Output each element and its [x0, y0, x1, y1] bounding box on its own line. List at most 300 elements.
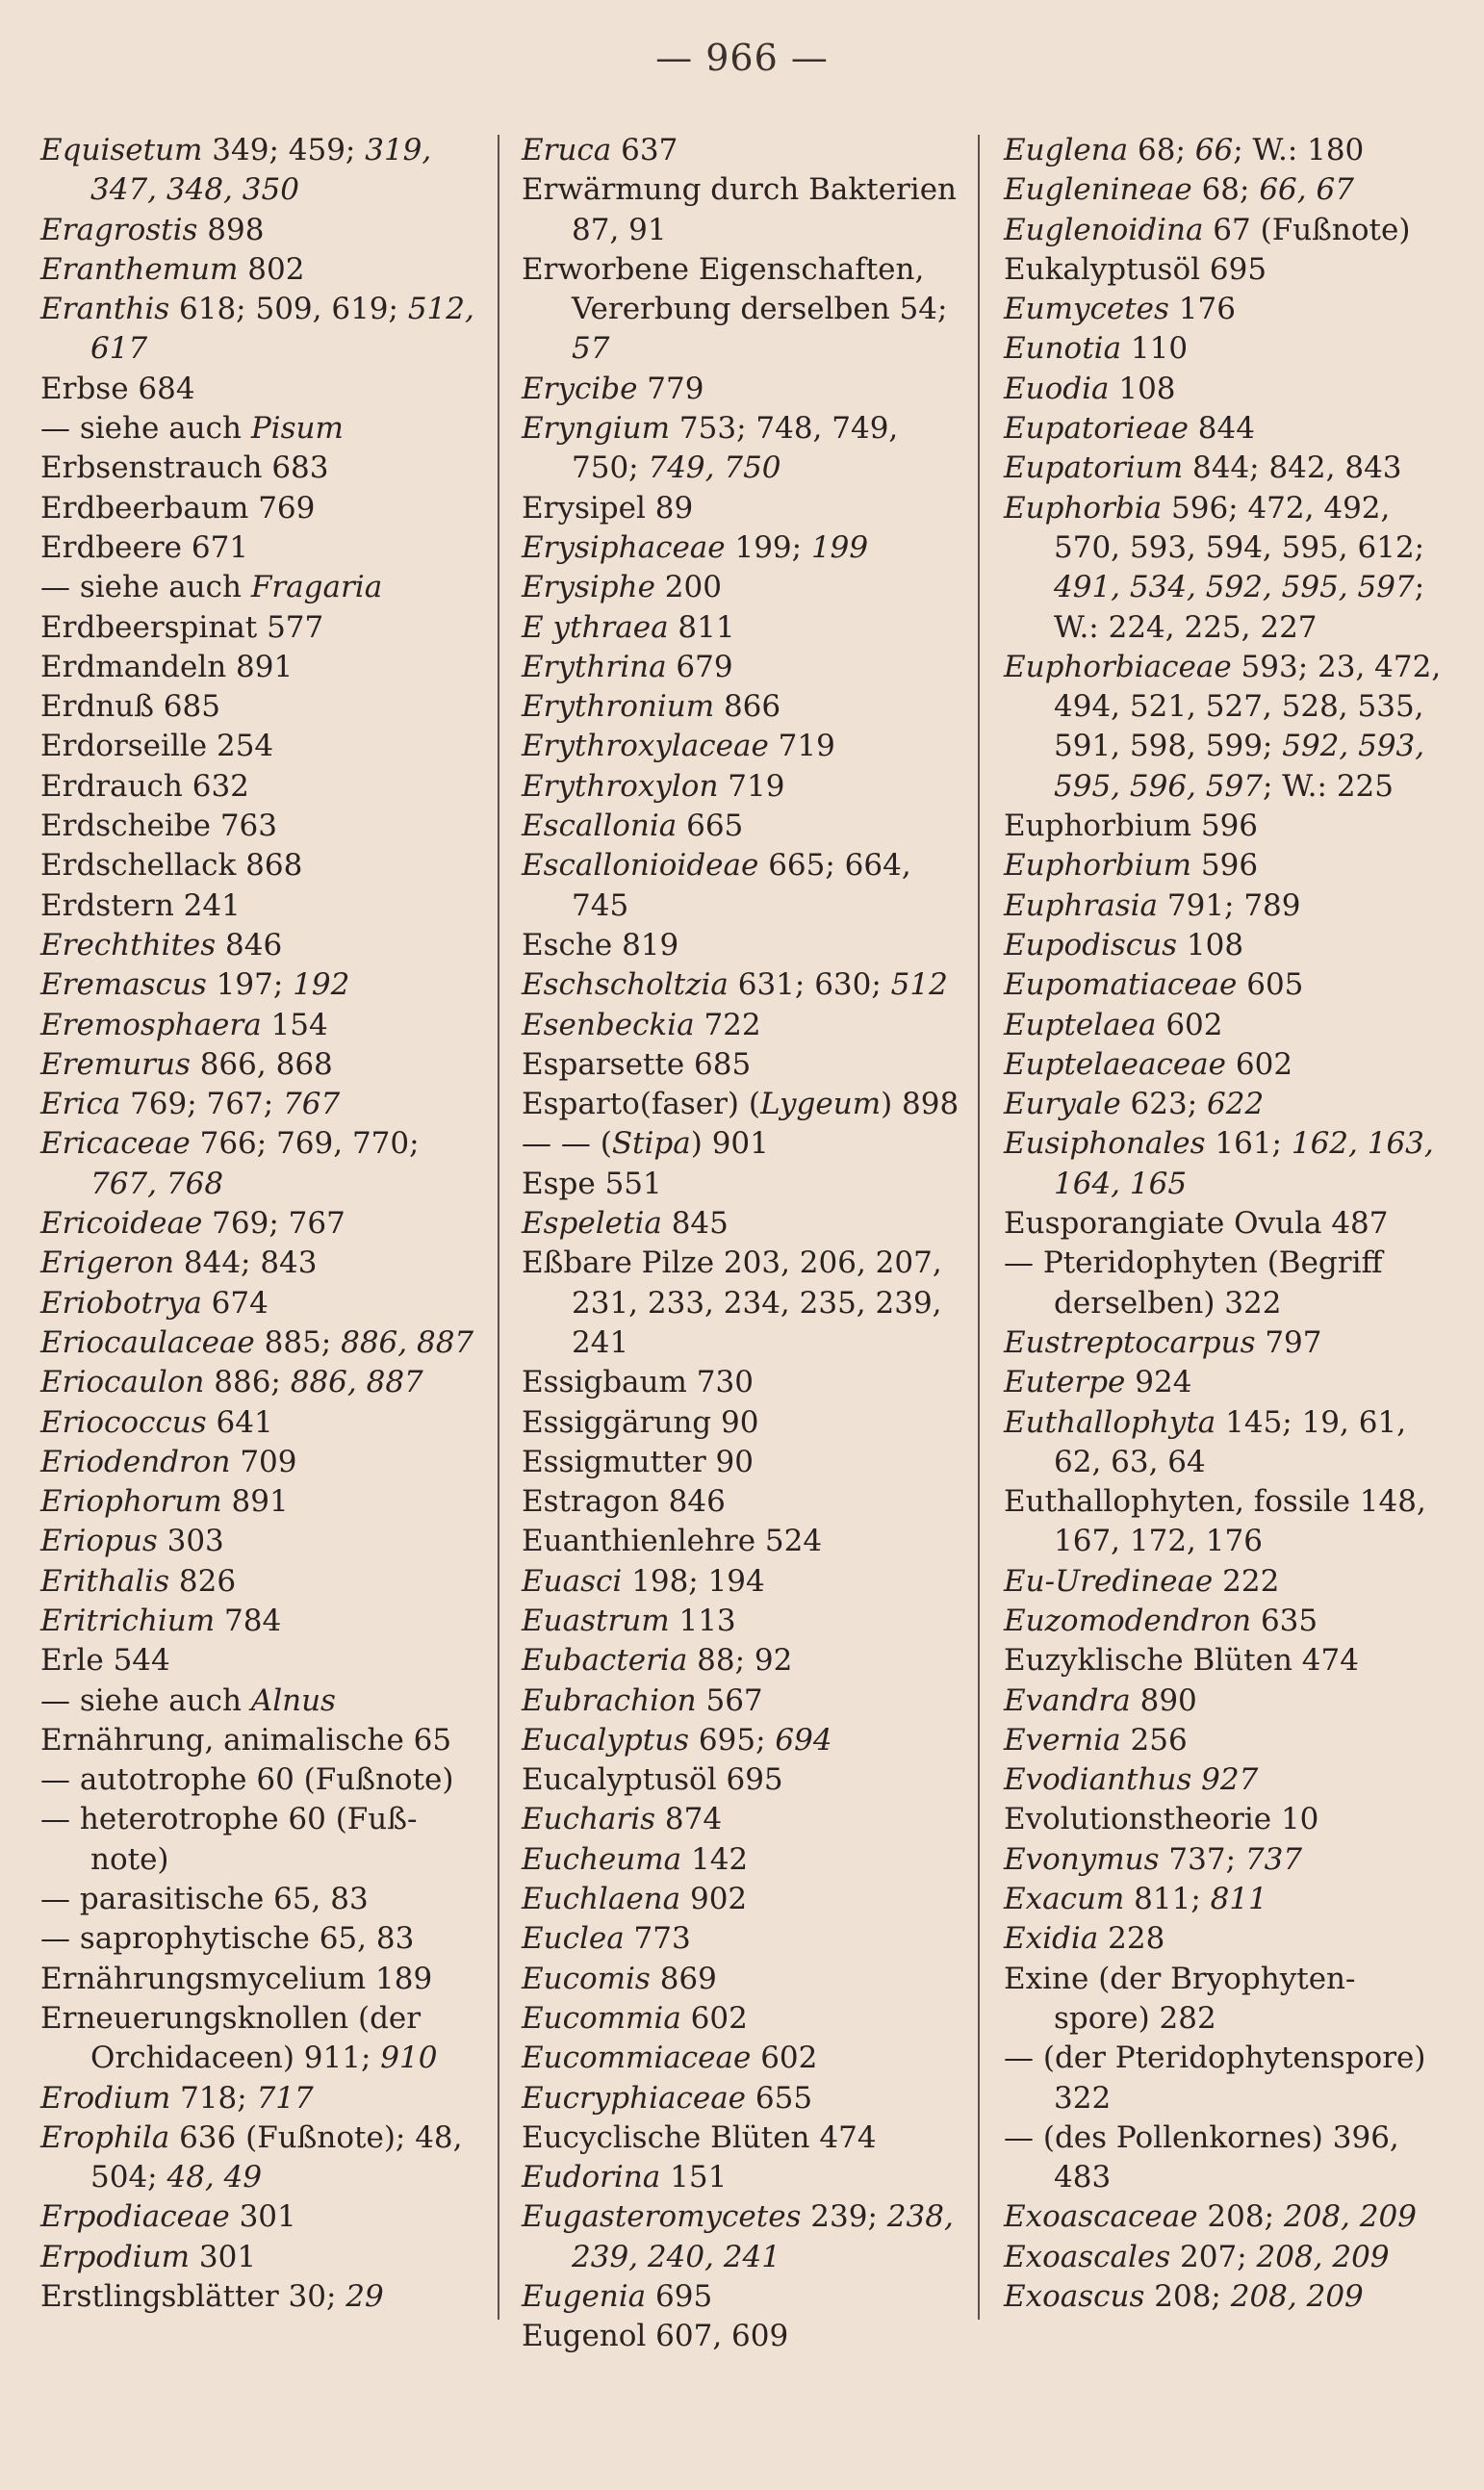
index-entry	[522, 1085, 964, 1124]
index-entry	[40, 568, 483, 607]
entry-text: 631; 630;	[728, 967, 891, 1003]
entry-text: Erdscheibe 763	[40, 809, 278, 844]
index-entry	[522, 1124, 964, 1164]
index-entry	[1004, 1124, 1446, 1204]
index-entry	[1004, 449, 1446, 488]
index-entry	[522, 1482, 964, 1522]
index-entry	[522, 1443, 964, 1482]
entry-text: ; W.: 224, 225, 227	[1054, 570, 1434, 645]
entry-text: Erdbeere 671	[40, 529, 249, 565]
index-entry	[522, 648, 964, 687]
entry-italic-text: Lygeum	[759, 1087, 882, 1122]
index-entry	[40, 2079, 483, 2118]
entry-italic-text: 208, 209	[1230, 2279, 1364, 2315]
index-column-1	[40, 131, 483, 2317]
index-entry	[40, 1800, 483, 1880]
index-entry	[522, 2158, 964, 2197]
entry-text: 655	[746, 2080, 813, 2116]
entry-italic-text: Exoascus	[1004, 2279, 1145, 2315]
entry-text: Eucalyptusöl 695	[522, 1762, 783, 1798]
entry-italic-text: Euphorbium	[1004, 848, 1192, 884]
entry-italic-text: Euasci	[522, 1563, 623, 1599]
index-entry	[522, 1760, 964, 1800]
index-entry	[40, 648, 483, 687]
entry-text: 349; 459;	[202, 133, 366, 167]
column-divider	[498, 135, 499, 2320]
entry-text: Erdmandeln 891	[40, 649, 294, 684]
entry-text: Erneuerungsknollen (der Orchidaceen) 911;	[40, 2000, 430, 2076]
entry-italic-text: E ythraea	[522, 609, 669, 645]
entry-text: 844; 843	[174, 1245, 318, 1281]
index-entry	[40, 608, 483, 648]
entry-text: 151	[660, 2160, 728, 2195]
entry-italic-text: Eunotia	[1004, 331, 1122, 367]
entry-text: 791; 789	[1158, 887, 1301, 923]
index-entry	[40, 1284, 483, 1323]
index-entry	[40, 370, 483, 409]
index-entry	[1004, 1323, 1446, 1363]
index-entry	[522, 1681, 964, 1721]
entry-italic-text: Alnus	[250, 1682, 336, 1718]
entry-text: Essigbaum 730	[522, 1365, 754, 1400]
entry-text: Erle 544	[40, 1643, 170, 1679]
index-entry	[522, 1403, 964, 1443]
index-entry	[522, 1641, 964, 1681]
entry-text: 635	[1251, 1603, 1318, 1638]
entry-text: Eßbare Pilze 203, 206, 207, 231, 233, 234, 235, 239, 241	[522, 1245, 952, 1360]
entry-text: 68;	[1191, 172, 1260, 208]
entry-italic-text: Eremurus	[40, 1046, 191, 1082]
index-entry	[1004, 1482, 1446, 1562]
entry-text: 719	[718, 768, 785, 804]
entry-text: Erdrauch 632	[40, 768, 249, 804]
entry-text: 256	[1120, 1722, 1188, 1758]
entry-italic-text: Erpodium	[40, 2239, 191, 2274]
entry-text: Euphorbium 596	[1004, 809, 1259, 844]
entry-text: 641	[206, 1404, 273, 1440]
entry-text: Esche 819	[522, 927, 679, 963]
index-entry	[522, 1840, 964, 1880]
index-entry	[1004, 648, 1451, 807]
entry-text: 902	[680, 1882, 748, 1917]
index-entry	[40, 250, 483, 290]
entry-italic-text: Eugenia	[522, 2279, 647, 2315]
entry-text: 108	[1109, 371, 1176, 406]
entry-text: 844	[1188, 411, 1255, 447]
index-entry	[1004, 1800, 1446, 1839]
index-entry	[1004, 250, 1446, 290]
entry-italic-text: Evandra	[1004, 1682, 1131, 1718]
entry-italic-text: 717	[256, 2080, 314, 2116]
entry-text: 636 (Fußnote); 48, 504;	[90, 2119, 473, 2195]
entry-text: Erdbeerbaum 769	[40, 490, 316, 526]
entry-italic-text: Erysiphe	[522, 570, 655, 605]
index-entry	[1004, 807, 1446, 846]
entry-text: — siehe auch	[40, 411, 251, 447]
entry-text: 719	[768, 729, 835, 764]
index-entry	[40, 2238, 483, 2277]
entry-text: Essiggärung 90	[522, 1404, 759, 1440]
index-entry	[522, 2317, 964, 2356]
entry-text: 623;	[1120, 1087, 1207, 1122]
entry-text: 718;	[170, 2080, 257, 2116]
entry-text: 890	[1130, 1682, 1197, 1718]
entry-text: 161;	[1205, 1126, 1292, 1162]
entry-italic-text: 199	[810, 529, 869, 565]
entry-italic-text: Eremosphaera	[40, 1007, 262, 1042]
entry-italic-text: Erithalis	[40, 1563, 170, 1599]
index-entry	[522, 1721, 964, 1760]
entry-text: 665; 664, 745	[572, 848, 921, 923]
entry-text: 596; 472, 492, 570, 593, 594, 595, 612;	[1054, 490, 1434, 565]
index-entry	[522, 1244, 964, 1363]
entry-italic-text: Exacum	[1004, 1882, 1125, 1917]
index-entry	[1004, 370, 1446, 409]
entry-text: 199;	[725, 529, 811, 565]
entry-italic-text: 162, 163, 164, 165	[1054, 1126, 1444, 1201]
index-entry	[522, 1800, 964, 1839]
entry-text: 593; 23, 472, 494, 521, 527, 528, 535, 591, 598, 599;	[1054, 649, 1451, 764]
entry-text: Erstlingsblätter 30;	[40, 2279, 346, 2315]
entry-italic-text: Evernia	[1004, 1722, 1121, 1758]
entry-italic-text: 749, 750	[648, 450, 781, 486]
entry-italic-text: Evodianthus 927	[1004, 1762, 1259, 1798]
entry-text: — autotrophe 60 (Fußnote)	[40, 1762, 454, 1798]
entry-text: 797	[1255, 1324, 1322, 1360]
entry-italic-text: Eschscholtzia	[522, 967, 729, 1003]
entry-italic-text: Stipa	[611, 1126, 691, 1162]
entry-italic-text: 592, 593, 595, 596, 597	[1054, 729, 1434, 804]
entry-text: 766; 769, 770;	[190, 1126, 429, 1162]
entry-text: — heterotrophe 60 (Fuß-note)	[40, 1802, 418, 1877]
entry-text: Erworbene Eigenschaften, Vererbung derselben 54;	[522, 251, 958, 327]
index-entry	[1004, 211, 1446, 250]
entry-italic-text: Eriodendron	[40, 1444, 231, 1479]
entry-italic-text: Euodia	[1004, 371, 1110, 406]
entry-italic-text: Eudorina	[522, 2160, 661, 2195]
index-entry	[522, 170, 964, 250]
index-entry	[522, 767, 964, 807]
index-entry	[1004, 1006, 1446, 1045]
index-entry	[40, 1522, 483, 1561]
index-entry	[1004, 1681, 1446, 1721]
index-entry	[522, 1960, 964, 1999]
entry-text: 602	[1156, 1007, 1223, 1042]
entry-italic-text: Eupodiscus	[1004, 927, 1178, 963]
entry-italic-text: Eucryphiaceae	[522, 2080, 747, 2116]
index-entry	[1004, 846, 1446, 886]
index-entry	[40, 727, 483, 766]
entry-text: 637	[611, 133, 678, 167]
entry-italic-text: Esenbeckia	[522, 1007, 695, 1042]
entry-text: 845	[661, 1206, 729, 1242]
index-entry	[522, 1522, 964, 1561]
index-entry	[40, 1244, 483, 1283]
entry-italic-text: Eucheuma	[522, 1841, 682, 1877]
entry-italic-text: Erpodiaceae	[40, 2199, 230, 2235]
entry-text: 802	[238, 251, 305, 287]
entry-italic-text: Euglenineae	[1004, 172, 1192, 208]
index-entry	[1004, 1045, 1446, 1085]
entry-text: Erysipel 89	[522, 490, 694, 526]
index-entry	[40, 489, 483, 528]
entry-italic-text: 767, 768	[90, 1166, 224, 1201]
index-entry	[522, 727, 964, 766]
entry-italic-text: Eupatorium	[1004, 450, 1184, 486]
index-entry	[40, 131, 483, 211]
index-entry	[1004, 1840, 1446, 1880]
entry-italic-text: Erodium	[40, 2080, 171, 2116]
entry-italic-text: Eritrichium	[40, 1603, 216, 1638]
index-entry	[1004, 329, 1446, 369]
entry-text: 769; 767	[202, 1206, 345, 1242]
entry-italic-text: 737	[1244, 1841, 1303, 1877]
index-entry	[1004, 131, 1446, 170]
entry-italic-text: Erythrina	[522, 649, 667, 684]
entry-italic-text: Euptelaeaceae	[1004, 1046, 1227, 1082]
entry-text: 197;	[206, 967, 294, 1003]
entry-text: 154	[261, 1007, 328, 1042]
entry-text: 753; 748, 749, 750;	[572, 411, 908, 486]
index-entry	[40, 2277, 483, 2317]
entry-italic-text: Euphorbiaceae	[1004, 649, 1232, 684]
entry-italic-text: Euastrum	[522, 1603, 670, 1638]
index-entry	[40, 1403, 483, 1443]
entry-text: Estragon 846	[522, 1484, 726, 1520]
entry-text: 602	[751, 2041, 818, 2076]
entry-text: — siehe auch	[40, 1682, 251, 1718]
index-entry	[1004, 2238, 1446, 2277]
entry-text: 866	[714, 689, 781, 725]
index-entry	[40, 886, 483, 926]
entry-text: 301	[229, 2199, 296, 2235]
entry-text: 602	[1226, 1046, 1293, 1082]
index-entry	[40, 2118, 483, 2198]
index-entry	[40, 1124, 483, 1204]
entry-italic-text: Erythroxylaceae	[522, 729, 769, 764]
entry-italic-text: Erigeron	[40, 1245, 175, 1281]
entry-text: 709	[230, 1444, 297, 1479]
index-entry	[1004, 1641, 1446, 1681]
entry-text: 67 (Fußnote)	[1203, 212, 1411, 247]
entry-italic-text: Equisetum	[40, 133, 203, 167]
entry-text: 208;	[1197, 2199, 1284, 2235]
entry-text: Erdorseille 254	[40, 729, 274, 764]
index-entry	[40, 1602, 483, 1641]
entry-italic-text: Exoascales	[1004, 2239, 1171, 2274]
index-entry	[40, 1880, 483, 1919]
index-entry	[40, 1641, 483, 1681]
entry-text: ) 901	[690, 1126, 769, 1162]
index-entry	[522, 2197, 964, 2277]
entry-italic-text: Eumycetes	[1004, 292, 1169, 327]
entry-italic-text: 57	[572, 331, 610, 367]
entry-text: 602	[680, 2000, 748, 2036]
index-entry	[1004, 965, 1446, 1005]
index-entry	[1004, 1403, 1446, 1483]
entry-italic-text: Eu-Uredineae	[1004, 1563, 1214, 1599]
entry-italic-text: 694	[775, 1722, 832, 1758]
index-entry	[522, 608, 964, 648]
entry-italic-text: Eragrostis	[40, 212, 198, 247]
index-entry	[522, 807, 964, 846]
index-entry	[1004, 926, 1446, 965]
index-entry	[1004, 1085, 1446, 1124]
index-entry	[522, 1880, 964, 1919]
entry-text: 200	[654, 570, 722, 605]
entry-italic-text: Eucommiaceae	[522, 2041, 752, 2076]
entry-text: Ernährungsmycelium 189	[40, 1961, 433, 1996]
entry-italic-text: Euzomodendron	[1004, 1603, 1252, 1638]
entry-text: Erdschellack 868	[40, 848, 303, 884]
entry-italic-text: Euphrasia	[1004, 887, 1159, 923]
entry-italic-text: Eucharis	[522, 1802, 656, 1837]
entry-italic-text: Euptelaea	[1004, 1007, 1157, 1042]
entry-italic-text: Eubacteria	[522, 1643, 688, 1679]
entry-italic-text: Eruca	[522, 133, 612, 167]
index-entry	[40, 1204, 483, 1244]
entry-italic-text: Erycibe	[522, 371, 638, 406]
column-divider	[978, 135, 980, 2320]
entry-text: 898	[197, 212, 265, 247]
entry-italic-text: Euchlaena	[522, 1882, 681, 1917]
entry-italic-text: Espeletia	[522, 1206, 662, 1242]
entry-italic-text: 811	[1210, 1882, 1267, 1917]
entry-text: 207;	[1170, 2239, 1257, 2274]
entry-text: Espe 551	[522, 1166, 662, 1201]
entry-italic-text: Evonymus	[1004, 1841, 1160, 1877]
entry-italic-text: Eusiphonales	[1004, 1126, 1206, 1162]
entry-italic-text: 767	[283, 1087, 341, 1122]
index-entry	[1004, 1562, 1446, 1602]
entry-italic-text: Eupatorieae	[1004, 411, 1189, 447]
index-entry	[1004, 170, 1446, 210]
index-entry	[40, 1919, 483, 1959]
index-entry	[40, 687, 483, 727]
entry-italic-text: 48, 49	[166, 2160, 263, 2195]
index-entry	[40, 1681, 483, 1721]
entry-italic-text: Ericaceae	[40, 1126, 191, 1162]
entry-text: 844; 842, 843	[1183, 450, 1402, 486]
index-entry	[522, 370, 964, 409]
entry-text: 108	[1177, 927, 1244, 963]
entry-text: 68;	[1128, 133, 1195, 167]
index-entry	[522, 528, 964, 568]
entry-text: 113	[669, 1603, 736, 1638]
entry-text: 874	[655, 1802, 723, 1837]
index-entry	[1004, 1880, 1446, 1919]
entry-italic-text: Exoascaceae	[1004, 2199, 1198, 2235]
entry-italic-text: Exidia	[1004, 1921, 1099, 1957]
entry-text: 605	[1237, 967, 1304, 1003]
entry-italic-text: Euphorbia	[1004, 490, 1163, 526]
entry-italic-text: Erica	[40, 1087, 121, 1122]
index-entry	[522, 965, 964, 1005]
index-entry	[522, 1165, 964, 1204]
entry-text: 176	[1168, 292, 1236, 327]
index-entry	[1004, 1204, 1446, 1244]
entry-italic-text: Euterpe	[1004, 1365, 1126, 1400]
entry-text: 695;	[689, 1722, 776, 1758]
entry-text: — Pteridophyten (Begriff derselben) 322	[1004, 1245, 1393, 1321]
entry-italic-text: 192	[293, 967, 350, 1003]
entry-italic-text: 208, 209	[1256, 2239, 1390, 2274]
entry-text: 737;	[1159, 1841, 1245, 1877]
entry-text: ) 898	[881, 1087, 959, 1122]
entry-italic-text: Pisum	[250, 411, 344, 447]
index-entry	[522, 1562, 964, 1602]
entry-text: 811;	[1124, 1882, 1211, 1917]
index-entry	[522, 1999, 964, 2039]
index-entry	[522, 568, 964, 607]
entry-italic-text: 512, 617	[90, 292, 484, 367]
entry-italic-text: 622	[1207, 1087, 1265, 1122]
index-entry	[1004, 2039, 1446, 2118]
index-entry	[1004, 2118, 1446, 2198]
index-entry	[40, 1999, 483, 2079]
index-entry	[522, 2118, 964, 2158]
entry-italic-text: Eucalyptus	[522, 1722, 690, 1758]
index-entry	[1004, 409, 1446, 449]
entry-text: 784	[215, 1603, 282, 1638]
entry-italic-text: Escallonioideae	[522, 848, 759, 884]
index-entry	[522, 846, 964, 926]
entry-text: Erdbeerspinat 577	[40, 609, 324, 645]
entry-italic-text: 886, 887	[341, 1324, 474, 1360]
index-entry	[522, 489, 964, 528]
entry-text: Euzyklische Blüten 474	[1004, 1643, 1359, 1679]
index-entry	[522, 2277, 964, 2317]
index-entry	[40, 1721, 483, 1760]
entry-italic-text: Erophila	[40, 2119, 170, 2155]
entry-text: — saprophytische 65, 83	[40, 1921, 415, 1957]
index-entry	[1004, 1244, 1446, 1323]
entry-text: ; W.: 180	[1233, 133, 1365, 167]
entry-italic-text: 910	[380, 2041, 438, 2076]
entry-text: 674	[201, 1285, 269, 1321]
entry-text: 303	[157, 1524, 224, 1559]
entry-italic-text: Eriocaulon	[40, 1365, 205, 1400]
index-entry	[522, 2079, 964, 2118]
entry-text: Erbsenstrauch 683	[40, 450, 329, 486]
entry-text: 239;	[801, 2199, 887, 2235]
entry-text: Eucyclische Blüten 474	[522, 2119, 877, 2155]
entry-italic-text: 208, 209	[1283, 2199, 1417, 2235]
index-entry	[522, 1204, 964, 1244]
index-entry	[522, 1006, 964, 1045]
entry-text: 811	[668, 609, 735, 645]
entry-text: — siehe auch	[40, 570, 251, 605]
index-entry	[522, 1363, 964, 1402]
index-entry	[522, 131, 964, 170]
entry-text: — — (	[522, 1126, 612, 1162]
index-entry	[40, 1363, 483, 1402]
index-entry	[40, 211, 483, 250]
page-number-header: — 966 —	[655, 37, 829, 79]
entry-italic-text: Eryngium	[522, 411, 671, 447]
index-entry	[522, 1602, 964, 1641]
index-entry	[522, 250, 964, 370]
index-column-2	[522, 131, 964, 2357]
entry-text: Evolutionstheorie 10	[1004, 1802, 1319, 1837]
entry-text: Esparsette 685	[522, 1046, 752, 1082]
entry-text: Erwärmung durch Bakterien 87, 91	[522, 172, 966, 247]
entry-text: — parasitische 65, 83	[40, 1882, 369, 1917]
entry-text: 679	[666, 649, 733, 684]
entry-text: Euthallophyten, fossile 148, 167, 172, 176	[1004, 1484, 1436, 1559]
entry-text: 110	[1121, 331, 1189, 367]
index-entry	[1004, 1960, 1446, 2040]
